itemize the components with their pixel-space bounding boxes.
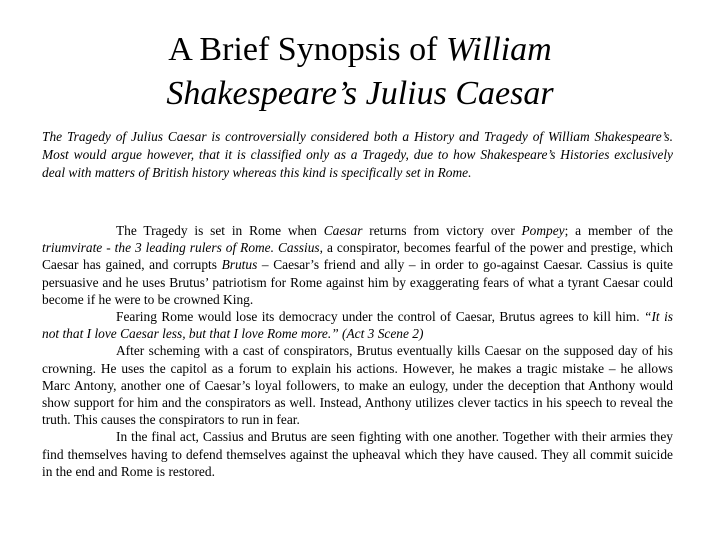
slide-title [40,28,680,116]
p1-text-f: – Caesar’s friend and ally – in order to go-against Caesar. Cassius is quite persuasive and he uses Brutus’ patriotism for Rome against him by exaggerating fears of what a tyrant Caesar could become if he were to be crowned King. [42,257,673,307]
p1-text-b: returns from victory over [362,223,522,238]
p1-text-e: , a conspirator, becomes fearful of the power and prestige, which Caesar has gained, and corrupts [42,240,674,273]
p1-pompey: Pompey [521,223,565,238]
paragraph-3: After scheming with a cast of conspirators, Brutus eventually kills Caesar on the supposed day of his crowning. He uses the capitol as a forum to explain his actions. However, he makes a tragic mistake – he allows Marc Antony, another one of Caesar’s loyal followers, to make an eulogy, under the deception that Anthony would show support for him and the conspirators as well. Instead, Anthony utilizes clever tactics in his speech to reveal the truth. This causes the conspirators to run in fear. [42,343,673,428]
p1-brutus: Brutus [221,257,258,273]
p1-text-c: ; a member of the [564,223,673,238]
paragraph-4: In the final act, Cassius and Brutus are seen fighting with one another. Together with their armies they find themselves having to defend themselves against the upheaval which they have caused. They all commit suicide in the end and Rome is restored. [42,429,673,479]
title-line1-italic: William [445,31,552,68]
title-line1-prefix: A Brief Synopsis of [168,31,446,68]
p1-triumvirate: triumvirate - the 3 leading rulers of Rome. [42,240,274,256]
p2-text: Fearing Rome would lose its democracy under the control of Caesar, Brutus agrees to kill him. [116,309,644,325]
paragraph-1 [42,222,673,308]
p2-quote: “It is not that I love Caesar less, but that I love Rome more.” (Act 3 Scene 2) [42,309,674,342]
title-line2: Shakespeare’s Julius Caesar [166,75,554,112]
synopsis-body [42,222,673,480]
p1-text-a: The Tragedy is set in Rome when [116,223,324,238]
p1-caesar: Caesar [323,223,363,238]
paragraph-2 [42,308,673,342]
intro-paragraph: The Tragedy of Julius Caesar is controversially considered both a History and Tragedy of William Shakespeare’s. Most would argue however, that it is classified only as a Tragedy, due to how Shakespeare’s Histories exclusively deal with matters of British history whereas this kind is specifically set in Rome. [42,129,673,180]
p1-cassius: Cassius [277,240,320,256]
